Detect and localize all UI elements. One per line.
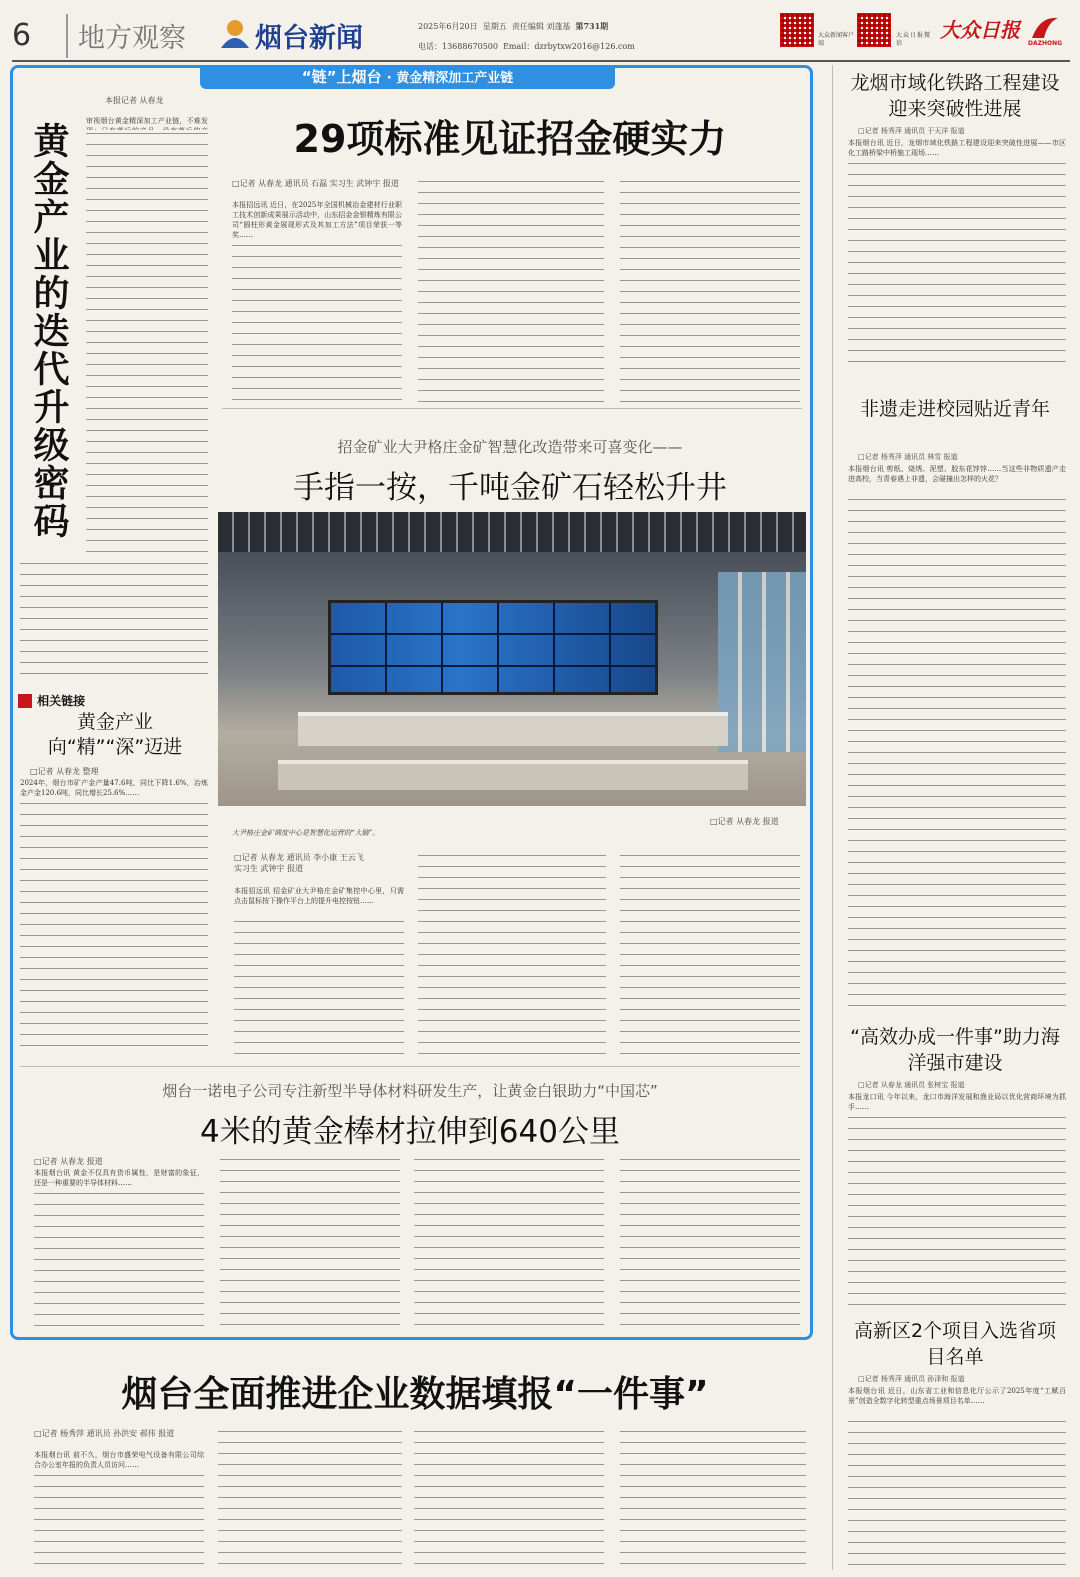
column-title: 烟台新闻 xyxy=(255,23,363,54)
right-story-3-title: “高效办成一件事”助力海洋强市建设 xyxy=(850,1026,1060,1074)
commentary-headline: 黄金产业的迭代升级密码 xyxy=(28,122,69,540)
section-title: 地方观察 xyxy=(78,23,186,54)
banner-subtitle: · 黄金精深加工产业链 xyxy=(386,71,514,86)
mine-body-col2 xyxy=(418,852,606,1056)
wire-rule xyxy=(20,1066,800,1067)
right-story-4-byline: □记者 杨秀萍 通讯员 孙泽和 报道 xyxy=(858,1375,965,1383)
yantai-logo-icon xyxy=(218,18,252,50)
main-headline: 29项标准见证招金硬实力 xyxy=(293,117,727,161)
related-body xyxy=(20,800,208,1056)
right-story-1-title: 龙烟市域化铁路工程建设迎来突破性进展 xyxy=(850,72,1060,120)
page-number-box xyxy=(12,14,68,58)
right-story-1-lead: 本报烟台讯 近日，龙烟市域化铁路工程建设迎来突破性进展——市区化工路桥梁中桥施工现场…… xyxy=(848,139,1066,157)
mine-kicker: 招金矿业大尹格庄金矿智慧化改造带来可喜变化—— xyxy=(337,438,683,456)
right-story-4-title: 高新区2个项目入选省项目名单 xyxy=(853,1320,1057,1368)
wire-byline: □记者 从春龙 报道 xyxy=(34,1157,103,1166)
right-divider xyxy=(832,65,833,1570)
newspaper-logo: 大众日报 xyxy=(940,18,1020,42)
qr-code-wechat xyxy=(857,13,891,47)
photo-video-wall xyxy=(328,600,658,695)
bottom-byline: □记者 杨秀萍 通讯员 孙洪安 郝伟 报道 xyxy=(34,1429,175,1438)
main-lead: 本报招远讯 近日，在2025年全国机械冶金建材行业职工技术创新成果展示活动中，山东招金金银精炼有限公司“圆柱形黄金展现形式及其加工方法”项目荣获一等奖…… xyxy=(232,201,402,239)
right-story-4-lead: 本报烟台讯 近日，山东省工业和信息化厅公示了2025年度“工赋百景”创造全数字化转型重点场景项目名单…… xyxy=(848,1387,1066,1405)
related-icon xyxy=(18,694,32,708)
banner-title: “链”上烟台 xyxy=(301,68,382,86)
bottom-lead: 本报烟台讯 前不久，烟台市盛荣电气设备有限公司综合办公室年报的负责人员访问…… xyxy=(34,1451,204,1469)
wire-body-col3 xyxy=(414,1156,604,1330)
commentary-body-cont xyxy=(20,560,208,675)
mine-body-col3 xyxy=(620,852,800,1056)
commentary-byline: 本报记者 从春龙 xyxy=(105,96,164,105)
photo-front-desk xyxy=(278,760,748,790)
right-story-2-body xyxy=(848,496,1066,1006)
mine-photo-credit: □记者 从春龙 报道 xyxy=(710,817,779,826)
wire-headline: 4米的黄金棒材拉伸到640公里 xyxy=(200,1114,620,1150)
newspaper-emblem-icon xyxy=(1030,14,1060,40)
bottom-body-col3 xyxy=(414,1428,604,1570)
masthead-meta: 2025年6月20日 星期五 责任编辑 刘蓬基 第731期 xyxy=(418,21,609,31)
qr-wechat-label: 大众日报微信 xyxy=(896,32,930,47)
right-story-2-title: 非遗走进校园贴近青年 xyxy=(859,398,1050,420)
main-body-col3 xyxy=(620,178,800,402)
wire-body-col1 xyxy=(34,1190,204,1330)
main-body-col2 xyxy=(418,178,604,402)
commentary-lead: 审视烟台黄金精深加工产业链，不难发 xyxy=(86,117,208,125)
related-title: 黄金产业向“精”“深”迈进 xyxy=(47,711,183,758)
qr-app-label: 大众新闻客户端 xyxy=(818,32,855,47)
mine-lead: 本报招远讯 招金矿业大尹格庄金矿集控中心里，只需点击鼠标按下操作平台上的提升电控按钮…… xyxy=(234,887,404,905)
photo-console-desk xyxy=(298,712,728,746)
commentary-body xyxy=(86,130,208,560)
related-byline: □记者 从春龙 整理 xyxy=(30,767,99,776)
right-story-3-lead: 本报龙口讯 今年以来，龙口市海洋发展和渔业局以优化营商环境为抓手…… xyxy=(848,1093,1066,1111)
masthead-rule xyxy=(12,60,1070,62)
mine-body-col1 xyxy=(234,918,404,1056)
right-story-2-byline: □记者 杨秀萍 通讯员 林雪 报道 xyxy=(858,453,958,461)
right-story-3-byline: □记者 从春龙 通讯员 张树宝 报道 xyxy=(858,1081,965,1089)
control-center-photo xyxy=(218,512,806,806)
qr-code-app xyxy=(780,13,814,47)
wire-kicker: 烟台一诺电子公司专注新型半导体材料研发生产，让黄金白银助力“中国芯” xyxy=(162,1082,658,1100)
wire-body-col2 xyxy=(220,1156,400,1330)
related-header xyxy=(18,690,208,708)
mine-byline: □记者 从春龙 通讯员 李小康 王云飞 实习生 武钟宇 报道 xyxy=(234,853,364,873)
related-label: 相关链接 xyxy=(37,694,86,708)
right-story-2-lead: 本报烟台讯 剪纸、烧绣、泥塑、胶东花饽饽……当这些非物质遗产走进高校，当青春遇上非遗，会碰撞出怎样的火花？ xyxy=(848,465,1066,483)
mine-headline: 手指一按，千吨金矿石轻松升井 xyxy=(293,470,727,506)
main-body-col1 xyxy=(232,242,402,402)
main-rule xyxy=(222,408,802,409)
bottom-headline: 烟台全面推进企业数据填报“一件事” xyxy=(121,1374,709,1415)
mine-caption: 大尹格庄金矿调度中心是智慧化运营的“大脑”。 xyxy=(232,829,380,837)
bottom-body-col2 xyxy=(218,1428,402,1570)
right-story-4-body xyxy=(848,1418,1066,1570)
related-lead: 2024年，烟台市矿产金产量47.6吨，同比下降1.6%，冶炼金产金120.6吨，同比增长25.6%…… xyxy=(20,779,208,797)
wire-body-col4 xyxy=(620,1156,800,1330)
bottom-body-col4 xyxy=(620,1428,806,1570)
right-story-3-body xyxy=(848,1114,1066,1310)
newspaper-en: DAZHONG xyxy=(1028,40,1063,47)
masthead-contact: 电话：13688670500 Email：dzrbytxw2016@126.com xyxy=(418,42,635,51)
bottom-body-col1 xyxy=(34,1472,204,1570)
series-banner xyxy=(200,65,615,89)
photo-ceiling xyxy=(218,512,806,552)
right-story-1-body xyxy=(848,160,1066,370)
main-byline: □记者 从春龙 通讯员 石磊 实习生 武钟宇 报道 xyxy=(232,179,399,188)
right-story-1-byline: □记者 杨秀萍 通讯员 于天洋 报道 xyxy=(858,127,965,135)
page-number: 6 xyxy=(12,18,32,53)
wire-lead: 本报烟台讯 黄金不仅具有货币属性，是财富的象征，还是一种重要的半导体材料…… xyxy=(34,1169,204,1187)
photo-windows xyxy=(718,572,806,752)
